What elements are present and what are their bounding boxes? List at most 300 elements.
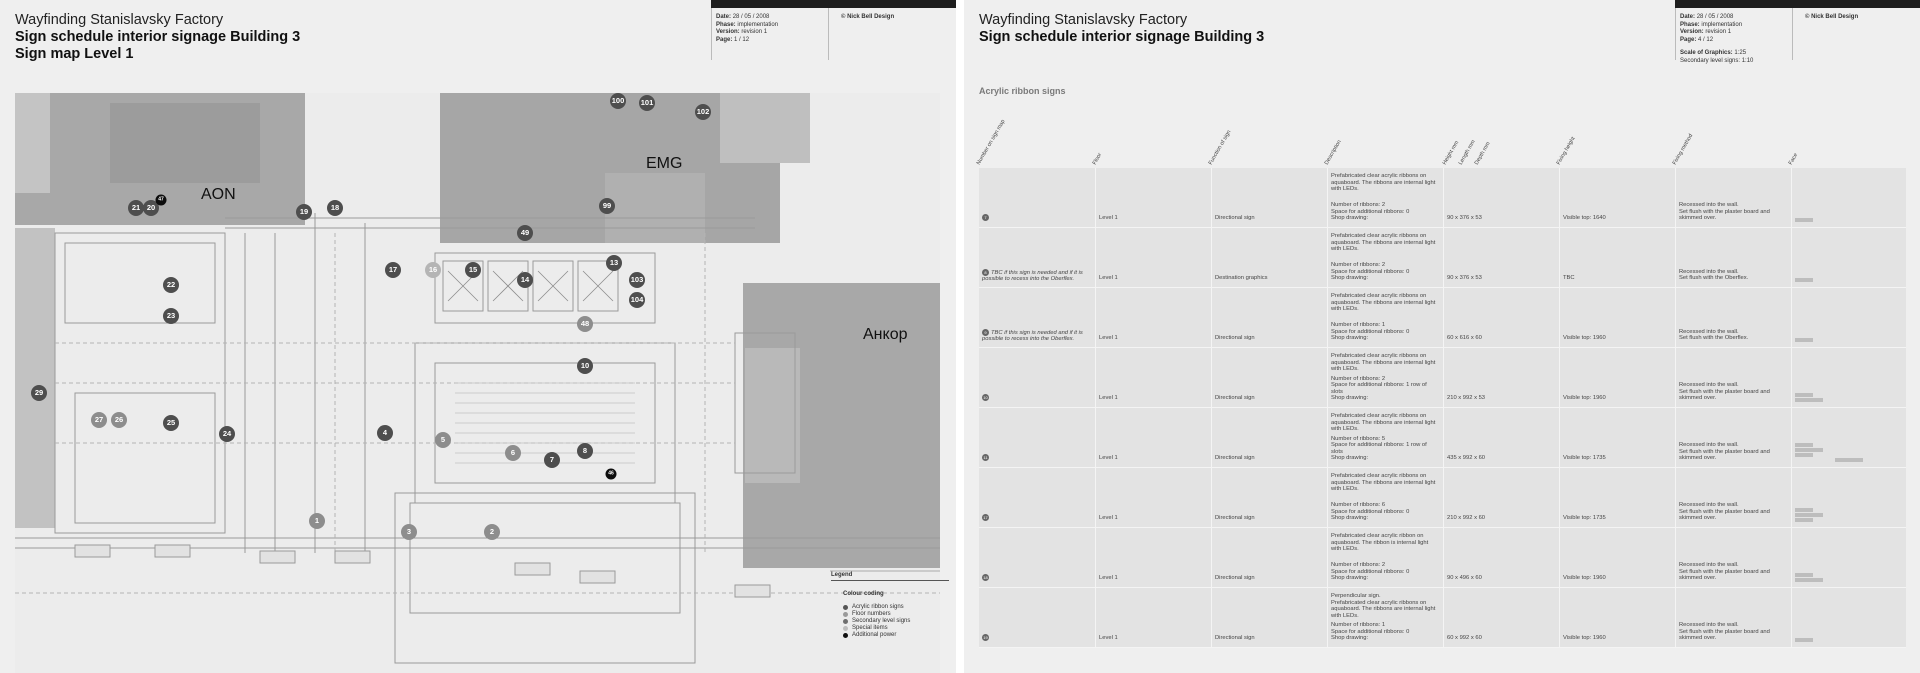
- table-cell: [1095, 228, 1211, 287]
- description-bottom: [1331, 262, 1440, 282]
- table-cell: [1443, 348, 1559, 407]
- text-line: aquaboard. The ribbon is internal light: [1331, 539, 1429, 546]
- sign-marker-19: 19: [296, 204, 312, 220]
- dimensions-value: 60 x 616 x 60: [1447, 335, 1482, 342]
- text-line: aquaboard. The ribbons are internal light: [1331, 359, 1436, 366]
- meta-details: Date: 28 / 05 / 2008 Phase: implementation Version: revision 1 Page: 4 / 12 Scale of Graphics: 1:25 Secondary level signs: 1:10: [1676, 8, 1793, 60]
- sign-marker-20: 20: [143, 200, 159, 216]
- function-value: Directional sign: [1215, 635, 1255, 642]
- sign-marker-24: 24: [219, 426, 235, 442]
- legend-item: [831, 618, 949, 625]
- description-bottom: [1331, 376, 1440, 402]
- project-title: Wayfinding Stanislavsky Factory: [15, 12, 224, 28]
- text-line: Space for additional ribbons: 1 row of slots: [1331, 382, 1427, 395]
- table-cell: [1791, 348, 1906, 407]
- fixing-method-value: [1679, 329, 1788, 342]
- text-line: Number of ribbons: 5: [1331, 435, 1386, 442]
- table-cell: [1095, 288, 1211, 347]
- text-line: Set flush with the plaster board and: [1679, 508, 1770, 515]
- face-preview: [1795, 277, 1903, 282]
- face-bar-graphic: [1795, 443, 1813, 447]
- text-line: skimmed over.: [1679, 215, 1717, 222]
- sign-marker-4: 4: [377, 425, 393, 441]
- fixing-height-value: Visible top: 1640: [1563, 215, 1606, 222]
- sign-number-cell: [982, 634, 1092, 642]
- sign-marker-17: 17: [385, 262, 401, 278]
- text-line: Space for additional ribbons: 0: [1331, 628, 1410, 635]
- sign-note: TBC if this sign is needed and if it is possible to recess into the Oberflex.: [982, 329, 1083, 343]
- text-line: Number of ribbons: 1: [1331, 322, 1386, 329]
- meta-details: Date: 28 / 05 / 2008 Phase: implementation Version: revision 1 Page: 1 / 12: [712, 8, 829, 60]
- face-preview: [1795, 637, 1903, 642]
- floor-value: Level 1: [1099, 515, 1118, 522]
- sign-marker-3: 3: [401, 524, 417, 540]
- face-bar-graphic: [1795, 448, 1823, 452]
- fixing-height-value: Visible top: 1735: [1563, 515, 1606, 522]
- face-bar-graphic: [1795, 638, 1813, 642]
- face-preview: [1795, 507, 1903, 522]
- table-cell: [979, 468, 1095, 527]
- face-bar-graphic: [1795, 578, 1823, 582]
- sign-marker-18: 18: [327, 200, 343, 216]
- function-value: Destination graphics: [1215, 275, 1268, 282]
- meta-page: 4 / 12: [1698, 36, 1714, 43]
- schedule-title: Sign schedule interior signage Building 3: [979, 29, 1265, 45]
- table-cell: [1327, 408, 1443, 467]
- text-line: Space for additional ribbons: 0: [1331, 268, 1410, 275]
- fixing-method-value: [1679, 562, 1788, 582]
- map-label-emg: EMG: [646, 155, 683, 172]
- column-header: Description: [1323, 139, 1343, 166]
- description-top: [1331, 593, 1440, 619]
- legend-item: [831, 604, 949, 611]
- table-cell: [1327, 348, 1443, 407]
- floor-value: Level 1: [1099, 575, 1118, 582]
- table-cell: [979, 528, 1095, 587]
- sign-marker-99: 99: [599, 198, 615, 214]
- table-cell: [1211, 588, 1327, 647]
- floor-plan-map: [15, 93, 940, 673]
- table-cell: [979, 408, 1095, 467]
- table-cell: [1675, 288, 1791, 347]
- text-line: Number of ribbons: 2: [1331, 202, 1386, 209]
- text-line: Shop drawing:: [1331, 395, 1369, 402]
- meta-date: 28 / 05 / 2008: [1696, 14, 1734, 20]
- fixing-method-value: [1679, 442, 1788, 462]
- face-bar-graphic: [1795, 338, 1813, 342]
- face-bar-graphic: [1795, 513, 1823, 517]
- fixing-height-value: Visible top: 1960: [1563, 395, 1606, 402]
- face-bar-graphic: [1835, 458, 1863, 462]
- table-cell: [1675, 408, 1791, 467]
- map-legend: [831, 572, 949, 639]
- column-header: Face: [1787, 152, 1800, 166]
- sign-marker-25: 25: [163, 415, 179, 431]
- dimensions-value: 210 x 992 x 60: [1447, 515, 1486, 522]
- sign-marker-102: 102: [695, 104, 711, 120]
- text-line: aquaboard. The ribbons are internal light: [1331, 419, 1436, 426]
- schedule-title: Sign schedule interior signage Building 3: [15, 29, 301, 45]
- sign-marker-48: 48: [577, 316, 593, 332]
- table-cell: [1559, 288, 1675, 347]
- table-row: [979, 288, 1906, 348]
- description-top: [1331, 533, 1440, 553]
- text-line: Space for additional ribbons: 0: [1331, 208, 1410, 215]
- meta-phase: implementation: [737, 21, 779, 28]
- sign-marker-10: 10: [577, 358, 593, 374]
- text-line: Number of ribbons: 2: [1331, 375, 1386, 382]
- text-line: Set flush with the plaster board and: [1679, 568, 1770, 575]
- sheet-top-bar: [711, 0, 956, 8]
- table-cell: [1211, 228, 1327, 287]
- text-line: with LEDs.: [1331, 306, 1359, 313]
- sign-marker-8: 8: [577, 443, 593, 459]
- table-cell: [1791, 288, 1906, 347]
- sign-number-cell: [982, 514, 1092, 522]
- face-bar-graphic: [1795, 518, 1813, 522]
- legend-dot-icon: [843, 612, 848, 617]
- face-bar-graphic: [1795, 573, 1813, 577]
- text-line: aquaboard. The ribbons are internal light: [1331, 606, 1436, 613]
- description-bottom: [1331, 622, 1440, 642]
- table-cell: [1675, 468, 1791, 527]
- legend-item-label: Floor numbers: [852, 611, 891, 617]
- text-line: Prefabricated clear acrylic ribbons on: [1331, 233, 1427, 239]
- face-preview: [1795, 337, 1903, 342]
- text-line: Set flush with the Oberflex.: [1679, 275, 1749, 282]
- table-cell: [979, 228, 1095, 287]
- table-cell: [1791, 228, 1906, 287]
- legend-subtitle: Colour coding: [843, 591, 884, 597]
- table-cell: [1559, 408, 1675, 467]
- sign-marker-22: 22: [163, 277, 179, 293]
- sign-number-badge: 10: [983, 395, 988, 401]
- table-cell: [1443, 468, 1559, 527]
- floor-value: Level 1: [1099, 335, 1118, 342]
- table-cell: [1327, 528, 1443, 587]
- table-cell: [1443, 168, 1559, 227]
- description-bottom: [1331, 562, 1440, 582]
- table-cell: [1559, 468, 1675, 527]
- face-bar-graphic: [1795, 218, 1813, 222]
- fixing-height-value: TBC: [1563, 275, 1575, 282]
- table-cell: [1327, 468, 1443, 527]
- dimensions-value: 90 x 376 x 53: [1447, 215, 1482, 222]
- fixing-height-value: Visible top: 1735: [1563, 455, 1606, 462]
- column-header: Function of sign: [1207, 129, 1233, 166]
- dimensions-value: 90 x 376 x 53: [1447, 275, 1482, 282]
- table-cell: [1095, 588, 1211, 647]
- sign-number-cell: [982, 454, 1092, 462]
- sign-marker-49: 49: [517, 225, 533, 241]
- table-cell: [1211, 168, 1327, 227]
- table-cell: [1095, 348, 1211, 407]
- sign-marker-5: 5: [435, 432, 451, 448]
- sign-number-badge: 11: [983, 455, 988, 461]
- face-bar-graphic: [1795, 453, 1813, 457]
- sign-number-badge: 7: [982, 214, 989, 221]
- sign-marker-15: 15: [465, 262, 481, 278]
- description-top: [1331, 353, 1440, 373]
- table-cell: [1327, 168, 1443, 227]
- text-line: Shop drawing:: [1331, 215, 1369, 222]
- text-line: Prefabricated clear acrylic ribbons on: [1331, 293, 1427, 299]
- table-cell: [1211, 288, 1327, 347]
- sign-marker-26: 26: [111, 412, 127, 428]
- sign-marker-23: 23: [163, 308, 179, 324]
- text-line: Number of ribbons: 2: [1331, 562, 1386, 569]
- table-cell: [1675, 348, 1791, 407]
- sign-number-badge: 8: [982, 269, 989, 276]
- sign-schedule-table: [979, 168, 1906, 648]
- sign-marker-6: 6: [505, 445, 521, 461]
- sign-marker-13: 13: [606, 255, 622, 271]
- table-cell: [979, 288, 1095, 347]
- table-cell: [1443, 288, 1559, 347]
- column-header: Fixing method: [1671, 133, 1695, 166]
- sign-schedule-sheet: [964, 0, 1920, 673]
- column-header: Depth mm: [1473, 141, 1492, 166]
- text-line: with LEDs.: [1331, 486, 1359, 493]
- table-cell: [1559, 168, 1675, 227]
- text-line: Space for additional ribbons: 0: [1331, 508, 1410, 515]
- text-line: Recessed into the wall.: [1679, 502, 1739, 509]
- text-line: Recessed into the wall.: [1679, 328, 1739, 335]
- table-cell: [1559, 528, 1675, 587]
- table-row: [979, 528, 1906, 588]
- description-top: [1331, 473, 1440, 493]
- sign-marker-100: 100: [610, 93, 626, 109]
- face-bar-graphic: [1795, 393, 1813, 397]
- text-line: aquaboard. The ribbons are internal light: [1331, 479, 1436, 486]
- meta-version: revision 1: [1705, 29, 1732, 35]
- dimensions-value: 60 x 992 x 60: [1447, 635, 1482, 642]
- table-cell: [1791, 408, 1906, 467]
- sign-marker-1: 1: [309, 513, 325, 529]
- legend-dot-icon: [843, 626, 848, 631]
- sign-number-badge: 9: [982, 329, 989, 336]
- project-title: Wayfinding Stanislavsky Factory: [979, 12, 1188, 28]
- meta-secondary-scale: 1:10: [1741, 57, 1754, 64]
- description-top: [1331, 413, 1440, 433]
- text-line: Shop drawing:: [1331, 515, 1369, 522]
- table-cell: [1211, 408, 1327, 467]
- table-cell: [1095, 528, 1211, 587]
- dimensions-value: 435 x 992 x 60: [1447, 455, 1486, 462]
- text-line: skimmed over.: [1679, 515, 1717, 522]
- table-row: [979, 468, 1906, 528]
- text-line: with LEDs.: [1331, 612, 1359, 619]
- dimensions-value: 90 x 496 x 60: [1447, 575, 1482, 582]
- text-line: Recessed into the wall.: [1679, 202, 1739, 209]
- table-cell: [1675, 168, 1791, 227]
- floor-plan-drawing: [15, 93, 940, 673]
- text-line: Shop drawing:: [1331, 335, 1369, 342]
- function-value: Directional sign: [1215, 215, 1255, 222]
- text-line: Set flush with the plaster board and: [1679, 208, 1770, 215]
- meta-scale: 1:25: [1734, 50, 1747, 56]
- floor-value: Level 1: [1099, 395, 1118, 402]
- sign-number-cell: [982, 574, 1092, 582]
- table-cell: [1095, 168, 1211, 227]
- table-cell: [1675, 528, 1791, 587]
- floor-value: Level 1: [1099, 455, 1118, 462]
- sheet-title-block: [15, 12, 300, 63]
- floor-value: Level 1: [1099, 635, 1118, 642]
- table-row: [979, 228, 1906, 288]
- table-cell: [1443, 228, 1559, 287]
- text-line: Shop drawing:: [1331, 275, 1369, 282]
- legend-item: [831, 625, 949, 632]
- text-line: Recessed into the wall.: [1679, 622, 1739, 629]
- sign-marker-46: 46: [606, 469, 617, 480]
- sign-number-cell: [982, 214, 1092, 222]
- table-row: [979, 348, 1906, 408]
- legend-dot-icon: [843, 619, 848, 624]
- table-row: [979, 168, 1906, 228]
- table-row: [979, 588, 1906, 648]
- table-cell: [1327, 288, 1443, 347]
- fixing-method-value: [1679, 269, 1788, 282]
- map-label-aon: AON: [201, 186, 236, 203]
- sign-number-cell: [982, 394, 1092, 402]
- sheet-title-block: [979, 12, 1264, 46]
- sign-marker-101: 101: [639, 95, 655, 111]
- column-header: Fixing height: [1555, 135, 1577, 166]
- map-label-ankor: Анкор: [863, 326, 908, 343]
- table-cell: [1443, 528, 1559, 587]
- text-line: Number of ribbons: 1: [1331, 622, 1386, 629]
- face-preview: [1795, 217, 1903, 222]
- legend-item-label: Acrylic ribbon signs: [852, 604, 904, 610]
- text-line: with LEDs.: [1331, 246, 1359, 253]
- face-preview: [1795, 392, 1903, 402]
- table-cell: [1791, 588, 1906, 647]
- description-bottom: [1331, 502, 1440, 522]
- table-cell: [1211, 348, 1327, 407]
- table-cell: [1675, 588, 1791, 647]
- text-line: Shop drawing:: [1331, 455, 1369, 462]
- text-line: Shop drawing:: [1331, 575, 1369, 582]
- table-cell: [1211, 468, 1327, 527]
- sign-marker-14: 14: [517, 272, 533, 288]
- table-cell: [1791, 468, 1906, 527]
- description-bottom: [1331, 202, 1440, 222]
- fixing-method-value: [1679, 382, 1788, 402]
- table-cell: [1559, 228, 1675, 287]
- text-line: Prefabricated clear acrylic ribbons on: [1331, 353, 1427, 359]
- table-cell: [979, 168, 1095, 227]
- text-line: aquaboard. The ribbons are internal light: [1331, 239, 1436, 246]
- meta-phase: implementation: [1701, 21, 1743, 28]
- floor-value: Level 1: [1099, 215, 1118, 222]
- table-cell: [1791, 528, 1906, 587]
- text-line: aquaboard. The ribbons are internal light: [1331, 299, 1436, 306]
- sheet-meta-block: [711, 8, 956, 60]
- legend-dot-icon: [843, 633, 848, 638]
- fixing-height-value: Visible top: 1960: [1563, 335, 1606, 342]
- table-cell: [1327, 588, 1443, 647]
- legend-item-label: Additional power: [852, 632, 897, 638]
- text-line: Set flush with the plaster board and: [1679, 628, 1770, 635]
- meta-copyright: © Nick Bell Design: [1805, 14, 1859, 20]
- face-preview: [1795, 572, 1903, 582]
- legend-dot-icon: [843, 605, 848, 610]
- table-cell: [1443, 588, 1559, 647]
- face-bar-graphic: [1795, 398, 1823, 402]
- fixing-method-value: [1679, 202, 1788, 222]
- face-bar-graphic: [1795, 508, 1813, 512]
- text-line: Number of ribbons: 6: [1331, 502, 1386, 509]
- text-line: Prefabricated clear acrylic ribbons on: [1331, 413, 1427, 419]
- sign-marker-16: 16: [425, 262, 441, 278]
- text-line: Set flush with the Oberflex.: [1679, 335, 1749, 342]
- legend-item-label: Secondary level signs: [852, 618, 911, 624]
- text-line: Set flush with the plaster board and: [1679, 448, 1770, 455]
- text-line: Prefabricated clear acrylic ribbons on: [1331, 473, 1427, 479]
- description-top: [1331, 293, 1440, 313]
- legend-title: Legend: [831, 572, 949, 581]
- text-line: Space for additional ribbons: 0: [1331, 328, 1410, 335]
- table-cell: [1675, 228, 1791, 287]
- text-line: with LEDs.: [1331, 186, 1359, 193]
- fixing-method-value: [1679, 622, 1788, 642]
- text-line: skimmed over.: [1679, 455, 1717, 462]
- sign-marker-2: 2: [484, 524, 500, 540]
- text-line: Set flush with the plaster board and: [1679, 388, 1770, 395]
- sign-number-badge: 19: [983, 635, 988, 641]
- meta-page: 1 / 12: [734, 36, 750, 43]
- face-preview: [1795, 442, 1903, 462]
- text-line: with LEDs.: [1331, 426, 1359, 433]
- function-value: Directional sign: [1215, 515, 1255, 522]
- meta-copyright: © Nick Bell Design: [841, 14, 895, 20]
- dimensions-value: 210 x 992 x 53: [1447, 395, 1486, 402]
- sign-marker-47: 47: [156, 195, 167, 206]
- description-bottom: [1331, 322, 1440, 342]
- sign-marker-29: 29: [31, 385, 47, 401]
- table-cell: [979, 348, 1095, 407]
- meta-date: 28 / 05 / 2008: [732, 14, 770, 20]
- fixing-height-value: Visible top: 1960: [1563, 635, 1606, 642]
- text-line: skimmed over.: [1679, 575, 1717, 582]
- text-line: Number of ribbons: 2: [1331, 262, 1386, 269]
- text-line: Recessed into the wall.: [1679, 268, 1739, 275]
- sign-note: TBC if this sign is needed and if it is possible to recess into the Oberflex.: [982, 269, 1083, 283]
- text-line: Space for additional ribbons: 0: [1331, 568, 1410, 575]
- legend-item: [831, 632, 949, 639]
- description-top: [1331, 233, 1440, 253]
- column-header: Floor: [1091, 152, 1104, 166]
- sign-number-cell: [982, 329, 1092, 343]
- text-line: skimmed over.: [1679, 395, 1717, 402]
- column-header: Height mm: [1441, 139, 1461, 166]
- sign-number-badge: 17: [983, 515, 988, 521]
- table-cell: [1211, 528, 1327, 587]
- sign-number-cell: [982, 269, 1092, 283]
- sign-number-badge: 18: [983, 575, 988, 581]
- table-cell: [1559, 348, 1675, 407]
- table-cell: [1095, 468, 1211, 527]
- text-line: Recessed into the wall.: [1679, 442, 1739, 449]
- map-title: Sign map Level 1: [15, 46, 134, 62]
- description-top: [1331, 173, 1440, 193]
- text-line: aquaboard. The ribbons are internal light: [1331, 179, 1436, 186]
- text-line: Recessed into the wall.: [1679, 562, 1739, 569]
- table-cell: [979, 588, 1095, 647]
- fixing-method-value: [1679, 502, 1788, 522]
- face-bar-graphic: [1795, 278, 1813, 282]
